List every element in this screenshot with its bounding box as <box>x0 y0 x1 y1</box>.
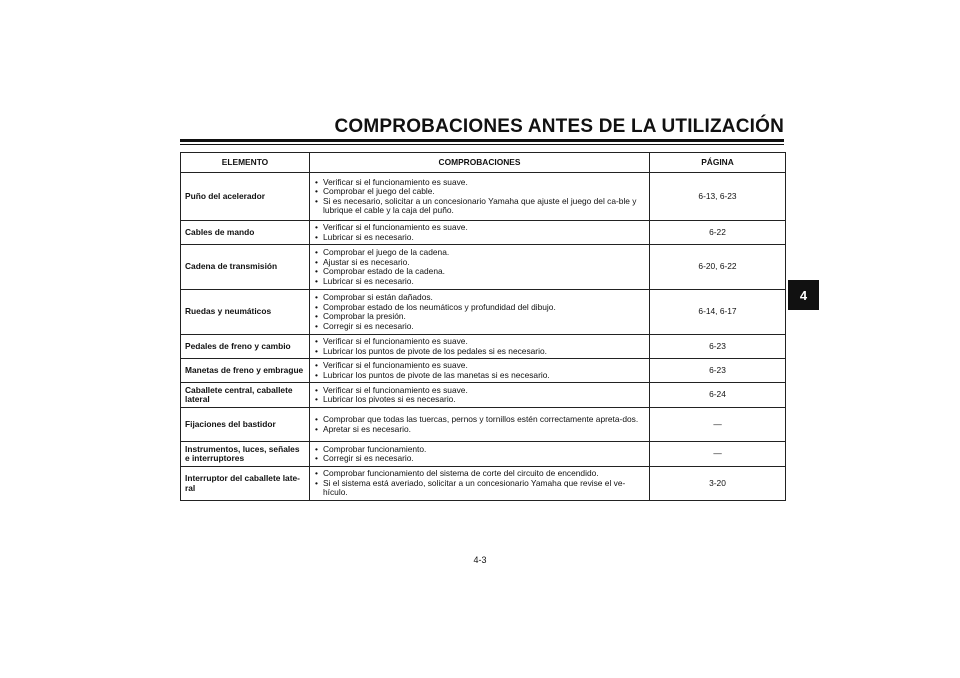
check-list <box>314 415 645 434</box>
row-page: — <box>650 408 786 442</box>
check-item: • Lubricar si es necesario. <box>314 277 645 287</box>
row-element: Interruptor del caballete late-ral <box>181 467 310 501</box>
check-item: • Verificar si el funcionamiento es suave. <box>314 223 645 233</box>
check-list <box>314 178 645 216</box>
page-title: COMPROBACIONES ANTES DE LA UTILIZACIÓN <box>334 116 784 137</box>
row-checks <box>310 335 650 359</box>
check-list <box>314 248 645 286</box>
check-list <box>314 223 645 242</box>
table-row <box>181 442 786 467</box>
table-row <box>181 335 786 359</box>
row-checks <box>310 408 650 442</box>
table-row <box>181 359 786 383</box>
check-item: • Comprobar la presión. <box>314 312 645 322</box>
row-page: 6-14, 6-17 <box>650 290 786 335</box>
table-row <box>181 173 786 221</box>
header-element: ELEMENTO <box>181 153 310 173</box>
check-item: • Comprobar el juego del cable. <box>314 187 645 197</box>
table-row <box>181 290 786 335</box>
row-page: 6-20, 6-22 <box>650 245 786 290</box>
row-element: Fijaciones del bastidor <box>181 408 310 442</box>
row-checks <box>310 442 650 467</box>
row-page: 6-23 <box>650 359 786 383</box>
row-page: 6-22 <box>650 221 786 245</box>
title-underline <box>180 139 784 142</box>
check-item: • Comprobar funcionamiento. <box>314 445 645 455</box>
check-item: • Comprobar si están dañados. <box>314 293 645 303</box>
row-element: Puño del acelerador <box>181 173 310 221</box>
table-row <box>181 408 786 442</box>
row-page: 6-13, 6-23 <box>650 173 786 221</box>
check-item: • Comprobar funcionamiento del sistema de corte del circuito de encendido. <box>314 469 645 479</box>
row-element: Cadena de transmisión <box>181 245 310 290</box>
check-item: • Corregir si es necesario. <box>314 454 645 464</box>
header-checks: COMPROBACIONES <box>310 153 650 173</box>
table-row <box>181 221 786 245</box>
check-list <box>314 445 645 464</box>
chapter-tab: 4 <box>788 280 819 310</box>
row-element: Pedales de freno y cambio <box>181 335 310 359</box>
row-page: — <box>650 442 786 467</box>
check-item: • Lubricar los puntos de pivote de las manetas si es necesario. <box>314 371 645 381</box>
check-list <box>314 293 645 331</box>
check-item: • Si es necesario, solicitar a un concesionario Yamaha que ajuste el juego del ca-ble y lubrique el cable y la caja del puño. <box>314 197 645 216</box>
row-checks <box>310 383 650 408</box>
row-page: 3-20 <box>650 467 786 501</box>
check-list <box>314 361 645 380</box>
check-item: • Verificar si el funcionamiento es suave. <box>314 386 645 396</box>
row-element: Ruedas y neumáticos <box>181 290 310 335</box>
table-row <box>181 245 786 290</box>
row-element: Caballete central, caballete lateral <box>181 383 310 408</box>
row-element: Instrumentos, luces, señales e interruptores <box>181 442 310 467</box>
check-item: • Lubricar si es necesario. <box>314 233 645 243</box>
check-list <box>314 469 645 498</box>
row-checks <box>310 467 650 501</box>
title-underline-thin <box>180 144 784 145</box>
row-element: Cables de mando <box>181 221 310 245</box>
row-page: 6-23 <box>650 335 786 359</box>
check-item: • Comprobar el juego de la cadena. <box>314 248 645 258</box>
check-item: • Verificar si el funcionamiento es suave. <box>314 337 645 347</box>
check-item: • Lubricar los pivotes si es necesario. <box>314 395 645 405</box>
row-page: 6-24 <box>650 383 786 408</box>
check-item: • Comprobar estado de los neumáticos y profundidad del dibujo. <box>314 303 645 313</box>
check-item: • Verificar si el funcionamiento es suave. <box>314 178 645 188</box>
page-number: 4-3 <box>473 555 487 565</box>
table-row <box>181 383 786 408</box>
row-checks <box>310 221 650 245</box>
check-item: • Lubricar los puntos de pivote de los pedales si es necesario. <box>314 347 645 357</box>
table-row <box>181 467 786 501</box>
check-item: • Verificar si el funcionamiento es suave. <box>314 361 645 371</box>
row-checks <box>310 359 650 383</box>
row-checks <box>310 290 650 335</box>
check-list <box>314 386 645 405</box>
check-item: • Comprobar estado de la cadena. <box>314 267 645 277</box>
row-element: Manetas de freno y embrague <box>181 359 310 383</box>
check-item: • Ajustar si es necesario. <box>314 258 645 268</box>
table-header-row <box>181 153 786 173</box>
checks-table <box>180 152 786 501</box>
row-checks <box>310 173 650 221</box>
header-page: PÁGINA <box>650 153 786 173</box>
check-item: • Comprobar que todas las tuercas, pernos y tornillos estén correctamente apreta-dos. <box>314 415 645 425</box>
check-item: • Corregir si es necesario. <box>314 322 645 332</box>
check-item: • Apretar si es necesario. <box>314 425 645 435</box>
check-item: • Si el sistema está averiado, solicitar a un concesionario Yamaha que revise el ve-hículo. <box>314 479 645 498</box>
check-list <box>314 337 645 356</box>
row-checks <box>310 245 650 290</box>
